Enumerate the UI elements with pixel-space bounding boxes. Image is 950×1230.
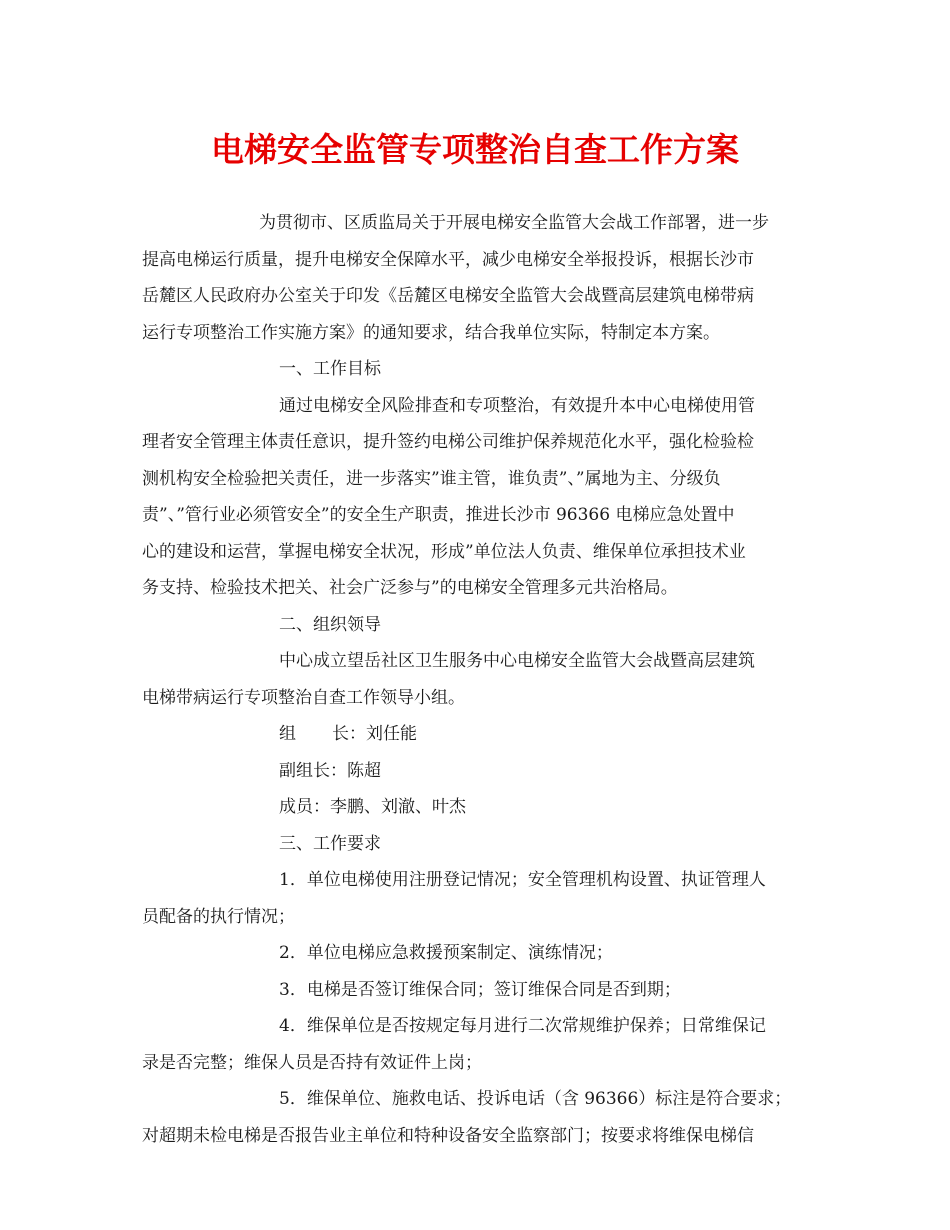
deputy-leader: 副组长：陈超 xyxy=(279,760,381,781)
requirement-item-5: 5．维保单位、施救电话、投诉电话（含 96366）标注是符合要求； xyxy=(279,1089,792,1109)
goals-line: 责”、”管行业必须管安全”的安全生产职责，推进长沙市 96366 电梯应急处置中 xyxy=(142,505,735,525)
section-heading-goals: 一、工作目标 xyxy=(279,359,381,379)
goals-line: 理者安全管理主体责任意识，提升签约电梯公司维护保养规范化水平，强化检验检 xyxy=(142,432,754,452)
intro-line: 提高电梯运行质量，提升电梯安全保障水平，减少电梯安全举报投诉，根据长沙市 xyxy=(142,249,754,270)
requirement-item-4-cont: 录是否完整；维保人员是否持有效证件上岗； xyxy=(142,1052,482,1073)
intro-line: 为贯彻市、区质监局关于开展电梯安全监管大会战工作部署，进一步 xyxy=(259,213,769,233)
team-leader-label-a: 组 xyxy=(279,724,296,744)
requirement-item-2: 2．单位电梯应急救援预案制定、演练情况； xyxy=(279,943,613,963)
requirement-item-1: 1．单位电梯使用注册登记情况；安全管理机构设置、执证管理人 xyxy=(279,870,766,890)
requirement-item-5-cont: 对超期未检电梯是否报告业主单位和特种设备安全监察部门；按要求将维保电梯信 xyxy=(142,1125,754,1146)
section-heading-requirements: 三、工作要求 xyxy=(279,833,381,854)
intro-line: 运行专项整治工作实施方案》的通知要求，结合我单位实际，特制定本方案。 xyxy=(142,322,720,343)
goals-line: 心的建设和运营，掌握电梯安全状况，形成”单位法人负责、维保单位承担技术业 xyxy=(142,541,746,562)
team-leader xyxy=(142,716,822,753)
document-title: 电梯安全监管专项整治自查工作方案 xyxy=(211,130,739,169)
leadership-line: 电梯带病运行专项整治自查工作领导小组。 xyxy=(142,687,465,708)
leadership-line: 中心成立望岳社区卫生服务中心电梯安全监管大会战暨高层建筑 xyxy=(279,651,755,671)
goals-line: 务支持、检验技术把关、社会广泛参与”的电梯安全管理多元共治格局。 xyxy=(142,578,678,598)
team-leader-label-b: 长：刘任能 xyxy=(332,724,417,744)
goals-line: 通过电梯安全风险排查和专项整治，有效提升本中心电梯使用管 xyxy=(279,395,755,416)
requirement-item-1-cont: 员配备的执行情况； xyxy=(142,906,295,927)
team-members: 成员：李鹏、刘澈、叶杰 xyxy=(279,797,466,817)
requirement-item-3: 3．电梯是否签订维保合同；签订维保合同是否到期； xyxy=(279,979,681,1000)
document-body xyxy=(142,205,822,1154)
requirement-item-4: 4．维保单位是否按规定每月进行二次常规维护保养；日常维保记 xyxy=(279,1016,766,1036)
intro-line: 岳麓区人民政府办公室关于印发《岳麓区电梯安全监管大会战暨高层建筑电梯带病 xyxy=(142,286,754,306)
goals-line: 测机构安全检验把关责任，进一步落实”谁主管，谁负责”、”属地为主、分级负 xyxy=(142,468,721,489)
section-heading-leadership: 二、组织领导 xyxy=(279,614,381,635)
